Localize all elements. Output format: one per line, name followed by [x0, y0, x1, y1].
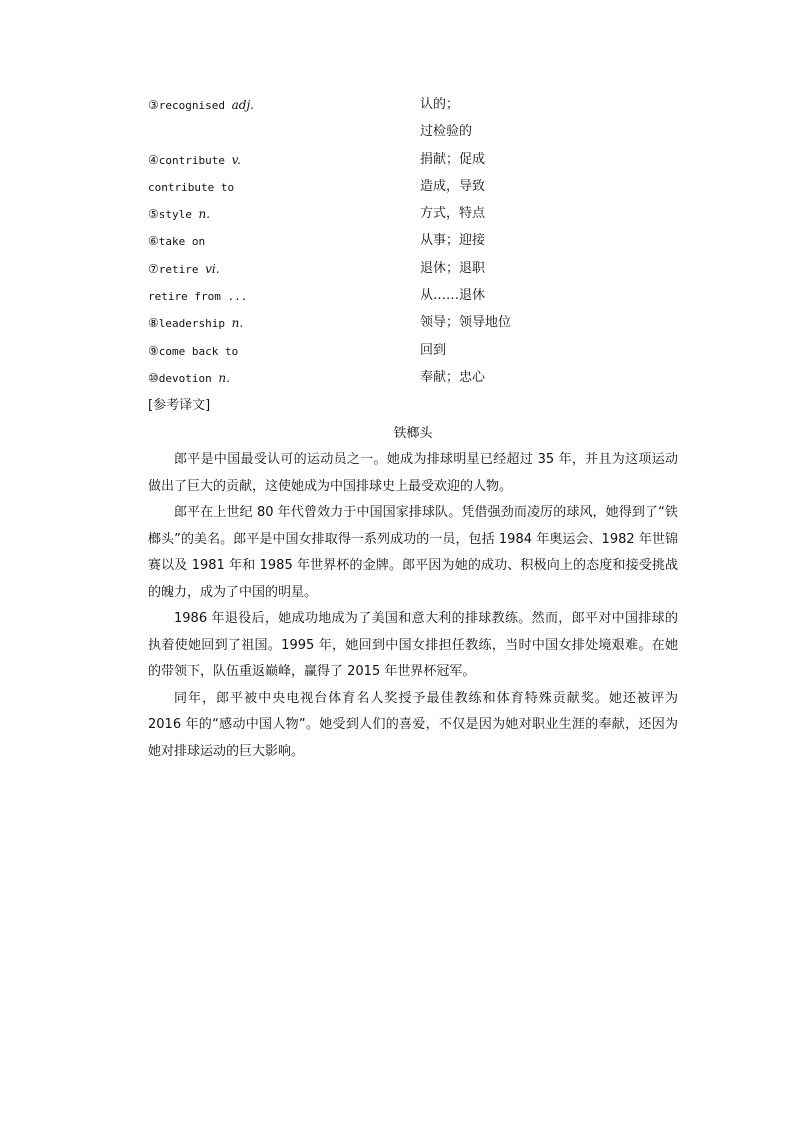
vocab-meaning: 捐献；促成	[420, 151, 486, 167]
vocab-row	[148, 285, 708, 312]
article-paragraph: 1986 年退役后，她成功地成为了美国和意大利的排球教练。然而，郎平对中国排球的执着使她回到了祖国。1995 年，她回到中国女排担任教练，当时中国女排处境艰难。在她的带领下，队伍重返巅峰，赢得了 2015 年世界杯冠军。	[148, 611, 678, 679]
vocab-row	[148, 121, 708, 148]
part-of-speech: n.	[231, 316, 244, 331]
article-paragraph: 郎平在上世纪 80 年代曾效力于中国国家排球队。凭借强劲而凌厉的球风，她得到了“铁榔头”的美名。郎平是中国女排取得一系列成功的一员，包括 1984 年奥运会、1982 年世锦赛以及 1981 年和 1985 年世界杯的金牌。郎平因为她的成功、积极向上的态度和接受挑战的魄力，成为了中国的明星。	[148, 505, 678, 600]
item-number: ⑩	[148, 370, 159, 385]
part-of-speech: v.	[231, 152, 241, 167]
item-number: ⑦	[148, 261, 159, 276]
part-of-speech: n.	[218, 370, 230, 385]
vocab-meaning: 退休；退职	[420, 260, 486, 276]
vocab-meaning: 认的；	[420, 97, 460, 112]
vocab-meaning: 方式，特点	[420, 206, 486, 222]
term-text: come back to	[158, 344, 239, 358]
article-paragraph: 同年，郎平被中央电视台体育名人奖授予最佳教练和体育特殊贡献奖。她还被评为 2016 年的“感动中国人物”。她受到人们的喜爱，不仅是因为她对职业生涯的奉献，还因为她对排球运动的巨大影响。	[148, 690, 678, 759]
term-text: retire	[158, 262, 199, 276]
vocab-term	[148, 340, 238, 363]
item-number: ⑤	[148, 207, 159, 222]
item-number: ⑥	[148, 234, 159, 249]
vocab-term	[148, 94, 254, 117]
term-text: contribute to	[148, 180, 235, 194]
part-of-speech: vi.	[205, 261, 220, 276]
item-number: ④	[148, 152, 159, 167]
vocab-term	[148, 203, 210, 226]
part-of-speech: n.	[198, 207, 211, 222]
term-text: style	[158, 208, 192, 222]
vocab-row	[148, 312, 708, 339]
vocab-meaning: 从……退休	[420, 288, 486, 304]
term-text: retire from ...	[148, 290, 248, 304]
term-text: recognised	[158, 99, 225, 112]
item-number: ⑨	[148, 343, 159, 358]
vocab-row	[148, 203, 708, 230]
vocab-meaning: 领导；领导地位	[420, 315, 512, 331]
vocab-row	[148, 367, 708, 394]
vocabulary-list	[148, 94, 708, 394]
vocab-row	[148, 258, 708, 285]
vocab-term	[148, 312, 243, 335]
term-text: take on	[158, 235, 206, 249]
part-of-speech: adj.	[231, 98, 254, 112]
article-title: 铁榔头	[393, 426, 433, 441]
term-text: devotion	[158, 371, 212, 385]
vocab-term	[148, 367, 230, 390]
vocab-row	[148, 340, 708, 367]
vocab-row	[148, 94, 708, 121]
term-text: contribute	[158, 153, 225, 167]
vocab-meaning: 奉献；忠心	[420, 369, 486, 385]
reference-translation-label: [参考译文]	[148, 398, 211, 413]
term-text: leadership	[158, 317, 225, 331]
vocab-meaning: 过检验的	[420, 124, 473, 140]
article-paragraph: 郎平是中国最受认可的运动员之一。她成为排球明星已经超过 35 年，并且为这项运动做出了巨大的贡献，这使她成为中国排球史上最受欢迎的人物。	[148, 452, 678, 494]
vocab-term	[148, 149, 241, 172]
vocab-meaning: 造成，导致	[420, 178, 486, 194]
vocab-term	[148, 230, 205, 253]
vocab-term	[148, 258, 220, 281]
vocab-row	[148, 149, 708, 176]
vocab-row	[148, 176, 708, 203]
vocab-meaning: 回到	[420, 342, 447, 358]
article-body	[148, 447, 678, 765]
vocab-term	[148, 176, 234, 199]
item-number: ⑧	[148, 316, 159, 331]
vocab-row	[148, 230, 708, 257]
vocab-term	[148, 285, 247, 308]
item-number: ③	[148, 98, 159, 112]
vocab-meaning: 从事；迎接	[420, 233, 486, 249]
